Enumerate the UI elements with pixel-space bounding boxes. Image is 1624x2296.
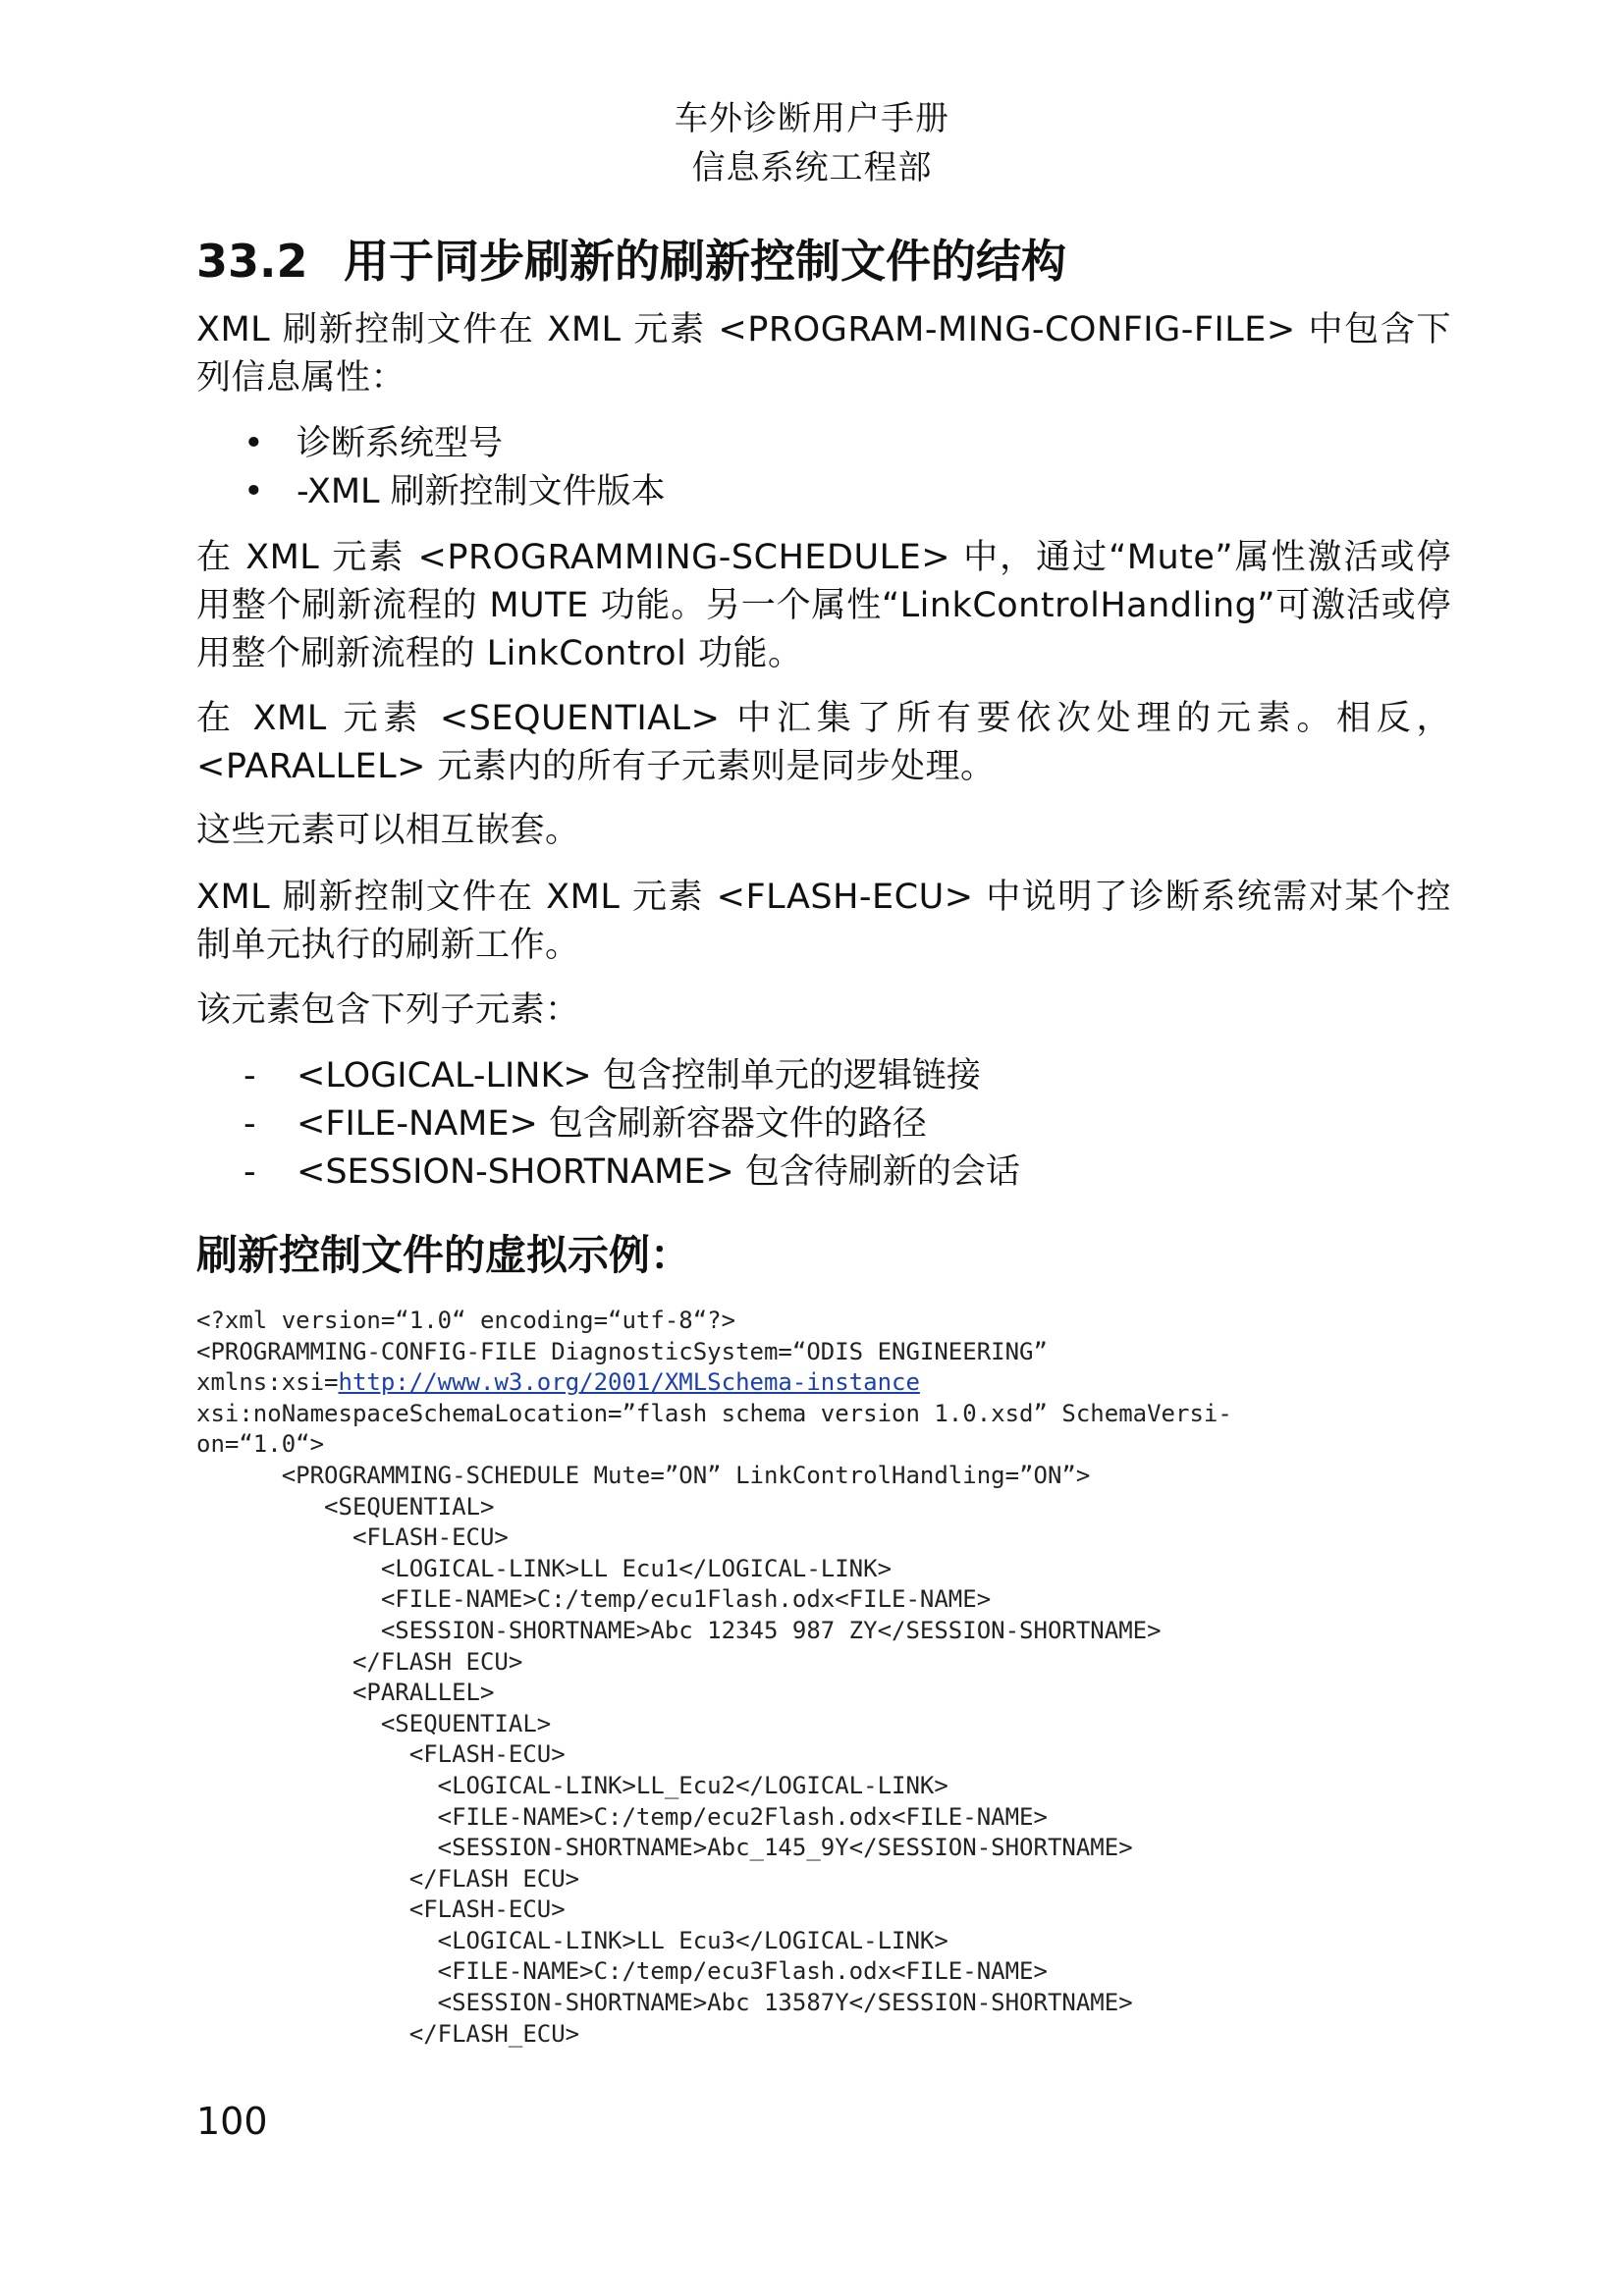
page-header (0, 94, 1624, 192)
code-line: </FLASH ECU> (196, 1647, 523, 1676)
bullet-marker: • (244, 472, 264, 511)
code-line: <FLASH-ECU> (196, 1896, 566, 1924)
code-line: <LOGICAL-LINK>LL Ecu1</LOGICAL-LINK> (196, 1554, 893, 1582)
code-line: <FILE-NAME>C:/temp/ecu3Flash.odx<FILE-NAME> (196, 1957, 1048, 1986)
code-line: <FLASH-ECU> (196, 1740, 566, 1769)
section-number: 33.2 (196, 235, 308, 288)
code-line: <SESSION-SHORTNAME>Abc 13587Y</SESSION-SHORTNAME> (196, 1989, 1133, 2017)
list-item: • 诊断系统型号 (244, 420, 666, 468)
dash-marker: - (244, 1104, 256, 1144)
code-line: <FILE-NAME>C:/temp/ecu2Flash.odx<FILE-NAME> (196, 1802, 1048, 1831)
code-line: <PROGRAMMING-SCHEDULE Mute=”ON” LinkControlHandling=”ON”> (196, 1461, 1091, 1489)
xml-code-block (196, 1306, 1463, 2050)
header-department: 信息系统工程部 (691, 148, 933, 187)
code-line: xsi:noNamespaceSchemaLocation=”flash schema version 1.0.xsd” SchemaVersi- (196, 1399, 1232, 1427)
code-line: <FILE-NAME>C:/temp/ecu1Flash.odx<FILE-NAME> (196, 1585, 992, 1614)
example-heading: 刷新控制文件的虚拟示例： (196, 1231, 692, 1279)
code-line: <PARALLEL> (196, 1679, 495, 1707)
section-title: 用于同步刷新的刷新控制文件的结构 (344, 235, 1066, 288)
paragraph-sequential-parallel: 在 XML 元素 <SEQUENTIAL> 中汇集了所有要依次处理的元素。相反，<PARALLEL> 元素内的所有子元素则是同步处理。 (196, 699, 1451, 786)
code-line: </FLASH_ECU> (196, 2019, 580, 2048)
page-number: 100 (196, 2100, 268, 2143)
code-line: <FLASH-ECU> (196, 1523, 509, 1552)
sub-element-list (244, 1052, 1020, 1197)
xml-schema-link[interactable]: http://www.w3.org/2001/XMLSchema-instance (338, 1368, 920, 1397)
dash-marker: - (244, 1056, 256, 1095)
code-line: <?xml version=“1.0“ encoding=“utf-8“?> (196, 1307, 736, 1334)
code-line: <PROGRAMMING-CONFIG-FILE DiagnosticSystem=“ODIS ENGINEERING” (196, 1337, 1048, 1365)
paragraph-programming-schedule: 在 XML 元素 <PROGRAMMING-SCHEDULE> 中，通过“Mute”属性激活或停用整个刷新流程的 MUTE 功能。另一个属性“LinkControlHandling”可激活或停用整个刷新流程的 LinkControl 功能。 (196, 538, 1451, 673)
code-line: <SESSION-SHORTNAME>Abc 12345 987 ZY</SESSION-SHORTNAME> (196, 1616, 1162, 1644)
list-item: • -XML 刷新控制文件版本 (244, 468, 666, 516)
list-item: - <LOGICAL-LINK> 包含控制单元的逻辑链接 (244, 1052, 1020, 1100)
bullet-list (244, 420, 666, 516)
section-heading (196, 232, 1066, 291)
code-line: <LOGICAL-LINK>LL_Ecu2</LOGICAL-LINK> (196, 1771, 948, 1799)
code-line: <SESSION-SHORTNAME>Abc_145_9Y</SESSION-SHORTNAME> (196, 1834, 1133, 1862)
list-item: - <SESSION-SHORTNAME> 包含待刷新的会话 (244, 1148, 1020, 1197)
dash-marker: - (244, 1152, 256, 1192)
code-line: <SEQUENTIAL> (196, 1492, 495, 1521)
bullet-marker: • (244, 424, 264, 463)
code-line: on=“1.0“> (196, 1430, 325, 1459)
paragraph-sub-elements: 该元素包含下列子元素： (196, 990, 580, 1030)
code-line: <LOGICAL-LINK>LL Ecu3</LOGICAL-LINK> (196, 1926, 948, 1954)
paragraph-config-file: XML 刷新控制文件在 XML 元素 <PROGRAM-MING-CONFIG-FILE> 中包含下列信息属性： (196, 310, 1451, 398)
code-line: xmlns:xsi=http://www.w3.org/2001/XMLSchema-instance (196, 1368, 920, 1397)
code-line: <SEQUENTIAL> (196, 1709, 552, 1737)
header-title: 车外诊断用户手册 (675, 99, 949, 138)
list-item: - <FILE-NAME> 包含刷新容器文件的路径 (244, 1100, 1020, 1148)
code-line: </FLASH ECU> (196, 1864, 580, 1893)
paragraph-nesting: 这些元素可以相互嵌套。 (196, 811, 580, 850)
paragraph-flash-ecu: XML 刷新控制文件在 XML 元素 <FLASH-ECU> 中说明了诊断系统需对某个控制单元执行的刷新工作。 (196, 878, 1451, 965)
